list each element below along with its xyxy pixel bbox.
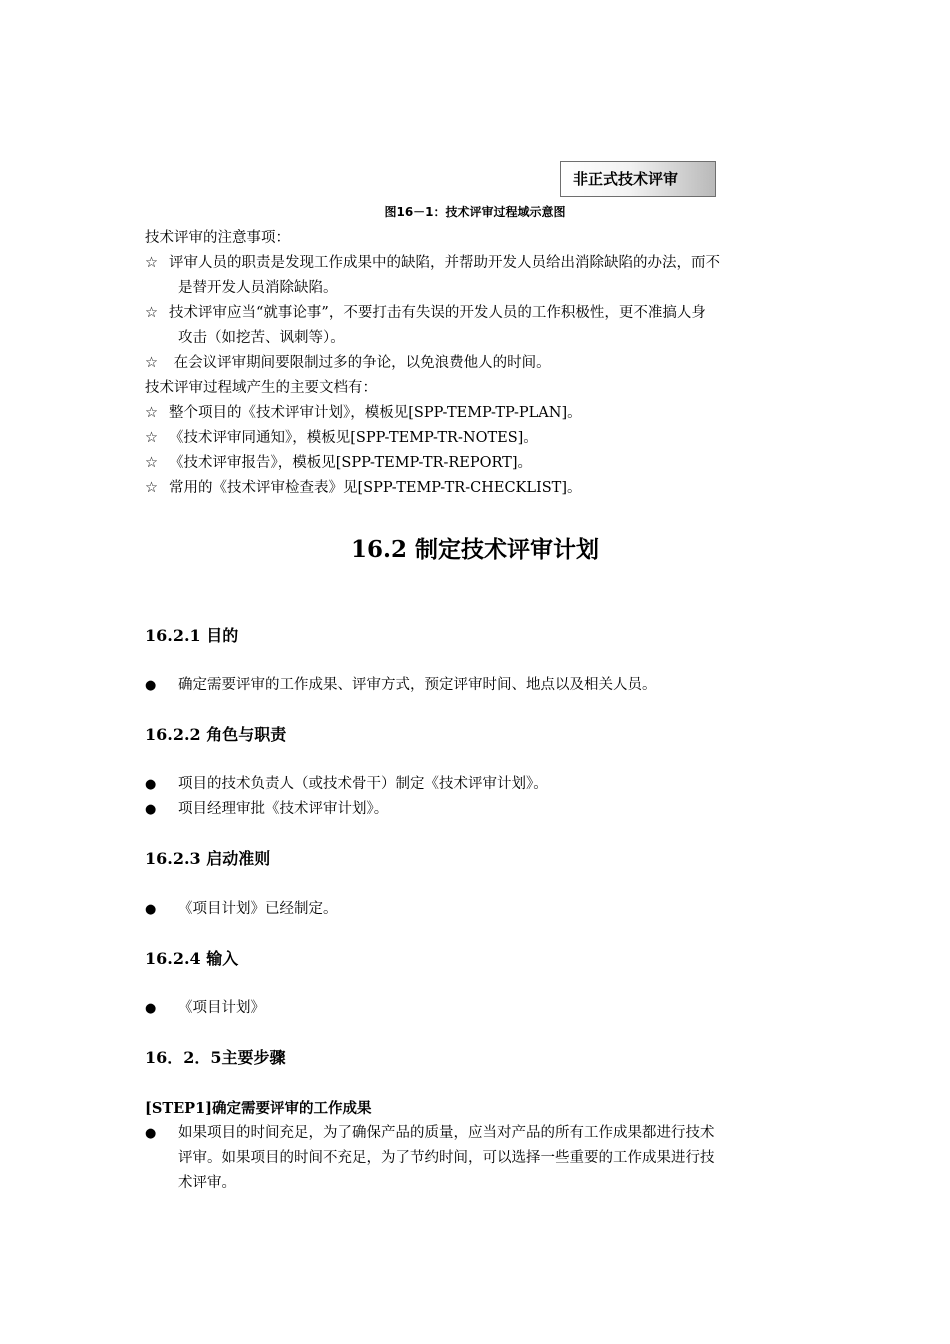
subsection-title-steps: 16．2．5主要步骤 — [145, 1048, 286, 1067]
note-item-1 — [145, 251, 810, 276]
doc-item-3 — [145, 451, 810, 476]
bullet-item — [145, 673, 810, 698]
bullet-continuation — [145, 1171, 810, 1196]
bullet-icon: ● — [145, 1126, 157, 1141]
star-icon: ☆ — [145, 355, 158, 371]
doc-item-text: 整个项目的《技术评审计划》，模板见[SPP-TEMP-TP-PLAN]。 — [169, 405, 582, 421]
subsection-title-roles: 16.2.2 角色与职责 — [145, 725, 287, 744]
bullet-text: 项目经理审批《技术评审计划》。 — [178, 801, 389, 817]
star-icon: ☆ — [145, 455, 158, 471]
doc-item-1 — [145, 401, 810, 426]
star-icon: ☆ — [145, 480, 158, 496]
note-item-text: 在会议评审期间要限制过多的争论，以免浪费他人的时间。 — [169, 355, 551, 371]
bullet-text: 评审。如果项目的时间不充足，为了节约时间，可以选择一些重要的工作成果进行技 — [178, 1150, 715, 1166]
doc-item-text: 常用的《技术评审检查表》见[SPP-TEMP-TR-CHECKLIST]。 — [169, 480, 582, 496]
star-icon: ☆ — [145, 430, 158, 446]
bullet-text: 确定需要评审的工作成果、评审方式，预定评审时间、地点以及相关人员。 — [178, 677, 657, 693]
bullet-text: 如果项目的时间充足，为了确保产品的质量，应当对产品的所有工作成果都进行技术 — [178, 1125, 715, 1141]
diagram-box-informal-review: 非正式技术评审 — [560, 161, 716, 197]
section-title: 16.2 制定技术评审计划 — [350, 536, 600, 563]
star-icon: ☆ — [145, 305, 158, 321]
bullet-icon: ● — [145, 902, 157, 917]
bullet-icon: ● — [145, 777, 157, 792]
subsection-title-purpose: 16.2.1 目的 — [145, 626, 239, 645]
bullet-text: 项目的技术负责人（或技术骨干）制定《技术评审计划》。 — [178, 776, 548, 792]
bullet-item — [145, 797, 810, 822]
note-item-2-cont: 攻击（如挖苦、讽刺等）。 — [178, 330, 345, 346]
note-item-2 — [145, 301, 810, 326]
figure-caption: 图16－1：技术评审过程域示意图 — [384, 205, 566, 219]
bullet-item — [145, 897, 810, 922]
bullet-item — [145, 1121, 810, 1146]
doc-item-4 — [145, 476, 810, 501]
bullet-icon: ● — [145, 678, 157, 693]
bullet-continuation — [145, 1146, 810, 1171]
note-item-1-cont: 是替开发人员消除缺陷。 — [178, 280, 338, 296]
note-item-3 — [145, 351, 810, 376]
bullet-item — [145, 772, 810, 797]
bullet-text: 《项目计划》已经制定。 — [178, 901, 338, 917]
notes-heading: 技术评审的注意事项： — [145, 230, 290, 246]
doc-item-text: 《技术评审报告》，模板见[SPP-TEMP-TR-REPORT]。 — [169, 455, 533, 471]
subsection-title-entry-criteria: 16.2.3 启动准则 — [145, 849, 271, 868]
note-item-text: 技术评审应当“就事论事”，不要打击有失误的开发人员的工作积极性，更不准搞人身 — [169, 305, 706, 321]
bullet-text: 术评审。 — [178, 1175, 236, 1191]
note-item-text: 评审人员的职责是发现工作成果中的缺陷，并帮助开发人员给出消除缺陷的办法，而不 — [169, 255, 720, 271]
star-icon: ☆ — [145, 255, 158, 271]
bullet-icon: ● — [145, 802, 157, 817]
docs-heading: 技术评审过程域产生的主要文档有： — [145, 380, 377, 396]
bullet-text: 《项目计划》 — [178, 1000, 265, 1016]
step1-title: [STEP1]确定需要评审的工作成果 — [145, 1100, 372, 1117]
bullet-item — [145, 996, 810, 1021]
star-icon: ☆ — [145, 405, 158, 421]
subsection-title-input: 16.2.4 输入 — [145, 949, 239, 968]
bullet-icon: ● — [145, 1001, 157, 1016]
doc-item-2 — [145, 426, 810, 451]
doc-item-text: 《技术评审同通知》，模板见[SPP-TEMP-TR-NOTES]。 — [169, 430, 538, 446]
